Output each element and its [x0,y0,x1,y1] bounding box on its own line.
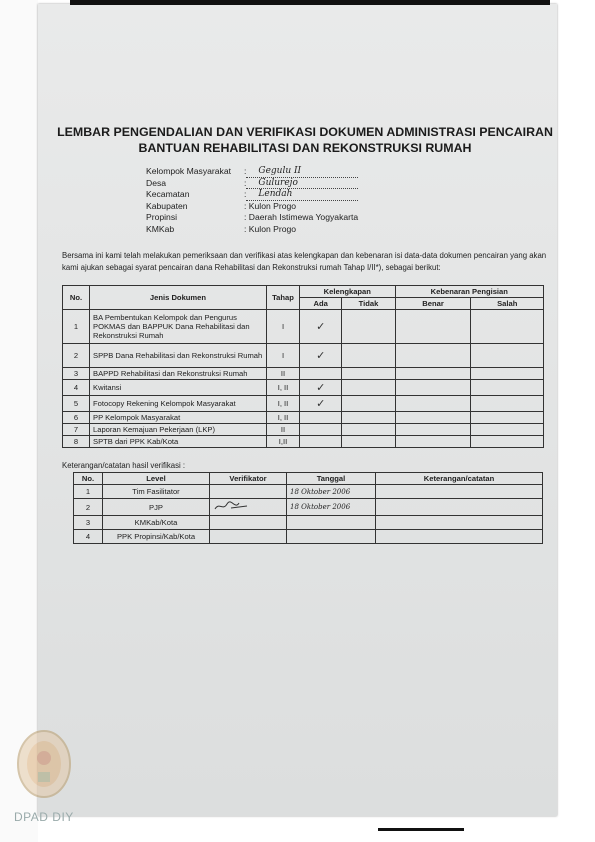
location-info [146,166,358,236]
cell-benar [395,396,471,412]
check-mark: ✓ [300,380,342,396]
meta-value: : Kulon Progo [244,200,297,211]
check-mark: ✓ [300,344,342,368]
check-mark: ✓ [300,396,342,412]
header-keterangan: Keterangan/catatan [376,473,543,485]
meta-label: KMKab [146,223,175,234]
header-kebenaran: Kebenaran Pengisian [395,286,543,298]
row-keterangan [376,530,543,544]
meta-value: : Kulon Progo [244,223,297,234]
cell-salah [471,310,544,344]
cell-tidak [342,344,395,368]
cell-benar [395,436,471,448]
row-verifikator [210,485,287,499]
table-row [63,412,544,424]
table-row [63,344,544,368]
row-jenis: BA Pembentukan Kelompok dan Pengurus POKMAS dan BAPPUK Dana Rehabilitasi dan Rekonstruksi Rumah [90,310,267,344]
header-ada: Ada [300,298,342,310]
row-no: 7 [63,424,90,436]
table-row [63,436,544,448]
meta-row: Kelompok Masyarakat : Gegulu II [146,166,358,178]
row-no: 1 [74,485,103,499]
meta-row: Kecamatan : Lendah [146,189,358,201]
cell-salah [471,396,544,412]
row-no: 6 [63,412,90,424]
row-tahap: II [267,368,300,380]
check-mark [300,436,342,448]
row-jenis: BAPPD Rehabilitasi dan Rekonstruksi Rumah [90,368,267,380]
document-title [40,124,570,156]
row-jenis: PP Kelompok Masyarakat [90,412,267,424]
cell-tidak [342,310,395,344]
meta-value-handwritten: Gegulu II [246,166,358,178]
cell-benar [395,380,471,396]
table-row [63,424,544,436]
cell-salah [471,412,544,424]
row-tahap: I, II [267,412,300,424]
row-jenis: Kwitansi [90,380,267,396]
row-verifikator [210,499,287,516]
meta-value-handwritten: Lendah [246,189,358,201]
cell-benar [395,412,471,424]
meta-label: Propinsi [146,212,178,223]
row-no: 1 [63,310,90,344]
header-jenis-dokumen: Jenis Dokumen [90,286,267,310]
row-jenis: Fotocopy Rekening Kelompok Masyarakat [90,396,267,412]
meta-value: : Daerah Istimewa Yogyakarta [244,212,359,223]
signature-mark [213,500,253,512]
cell-benar [395,344,471,368]
row-level: Tim Fasilitator [103,485,210,499]
row-keterangan [376,485,543,499]
header-kelengkapan: Kelengkapan [300,286,396,298]
cell-tidak [342,368,395,380]
table-row [63,310,544,344]
cell-salah [471,380,544,396]
title-line-2: BANTUAN REHABILITASI DAN REKONSTRUKSI RUMAH [138,141,472,155]
table-row [74,530,543,544]
cell-salah [471,424,544,436]
table-row [63,368,544,380]
row-jenis: Laporan Kemajuan Pekerjaan (LKP) [90,424,267,436]
cell-salah [471,368,544,380]
row-no: 2 [63,344,90,368]
meta-label: Desa [146,177,167,188]
cell-tidak [342,380,395,396]
row-tanggal [287,530,376,544]
row-tanggal [287,516,376,530]
row-tanggal: 18 Oktober 2006 [287,499,376,516]
row-tahap: I, II [267,380,300,396]
table-row [63,380,544,396]
meta-value-handwritten: Gulurejo [246,178,358,190]
row-tahap: I, II [267,396,300,412]
row-tanggal: 18 Oktober 2006 [287,485,376,499]
cell-benar [395,368,471,380]
row-no: 4 [74,530,103,544]
verification-table [73,472,543,544]
cell-tidak [342,396,395,412]
row-tahap: II [267,424,300,436]
check-mark [300,368,342,380]
top-edge-bar [70,0,550,5]
meta-row [146,224,358,236]
header-no: No. [74,473,103,485]
row-verifikator [210,516,287,530]
header-tanggal: Tanggal [287,473,376,485]
header-level: Level [103,473,210,485]
check-mark [300,412,342,424]
table-row [74,516,543,530]
meta-label: Kelompok Masyarakat [146,166,232,176]
row-no: 3 [74,516,103,530]
intro-paragraph: Bersama ini kami telah melakukan pemeriksaan dan verifikasi atas kelengkapan dan kebenaran isi data-data dokumen pencairan yang akan kami ajukan sebagai syarat pencairan dana Rehabilitasi dan Rekonstruksi rumah Tahap I/II*), sebagai berikut: [62,251,547,272]
cell-tidak [342,412,395,424]
row-keterangan [376,516,543,530]
cell-tidak [342,424,395,436]
bottom-edge-line [378,828,464,831]
row-tahap: I,II [267,436,300,448]
row-level: PJP [103,499,210,516]
row-no: 4 [63,380,90,396]
cell-salah [471,344,544,368]
document-checklist-table [62,285,544,448]
header-benar: Benar [395,298,471,310]
meta-row [146,212,358,224]
table-row [74,485,543,499]
table-row [63,396,544,412]
row-no: 2 [74,499,103,516]
cell-benar [395,310,471,344]
government-seal-icon [16,728,72,800]
meta-label: Kecamatan [146,189,190,200]
table-row [74,499,543,516]
watermark: DPAD DIY [14,810,74,824]
title-line-1: LEMBAR PENGENDALIAN DAN VERIFIKASI DOKUMEN ADMINISTRASI PENCAIRAN [57,125,553,139]
check-mark [300,424,342,436]
cell-benar [395,424,471,436]
keterangan-label: Keterangan/catatan hasil verifikasi : [62,461,186,470]
cell-tidak [342,436,395,448]
meta-row: Desa : Gulurejo [146,178,358,190]
left-margin-strip [0,0,38,842]
header-tidak: Tidak [342,298,395,310]
header-tahap: Tahap [267,286,300,310]
row-tahap: I [267,344,300,368]
header-verifikator: Verifikator [210,473,287,485]
row-jenis: SPPB Dana Rehabilitasi dan Rekonstruksi Rumah [90,344,267,368]
header-salah: Salah [471,298,544,310]
row-verifikator [210,530,287,544]
row-keterangan [376,499,543,516]
meta-label: Kabupaten [146,200,188,211]
row-tahap: I [267,310,300,344]
cell-salah [471,436,544,448]
check-mark: ✓ [300,310,342,344]
header-no: No. [63,286,90,310]
row-no: 8 [63,436,90,448]
meta-row [146,201,358,213]
row-level: PPK Propinsi/Kab/Kota [103,530,210,544]
row-level: KMKab/Kota [103,516,210,530]
row-no: 3 [63,368,90,380]
row-no: 5 [63,396,90,412]
row-jenis: SPTB dari PPK Kab/Kota [90,436,267,448]
